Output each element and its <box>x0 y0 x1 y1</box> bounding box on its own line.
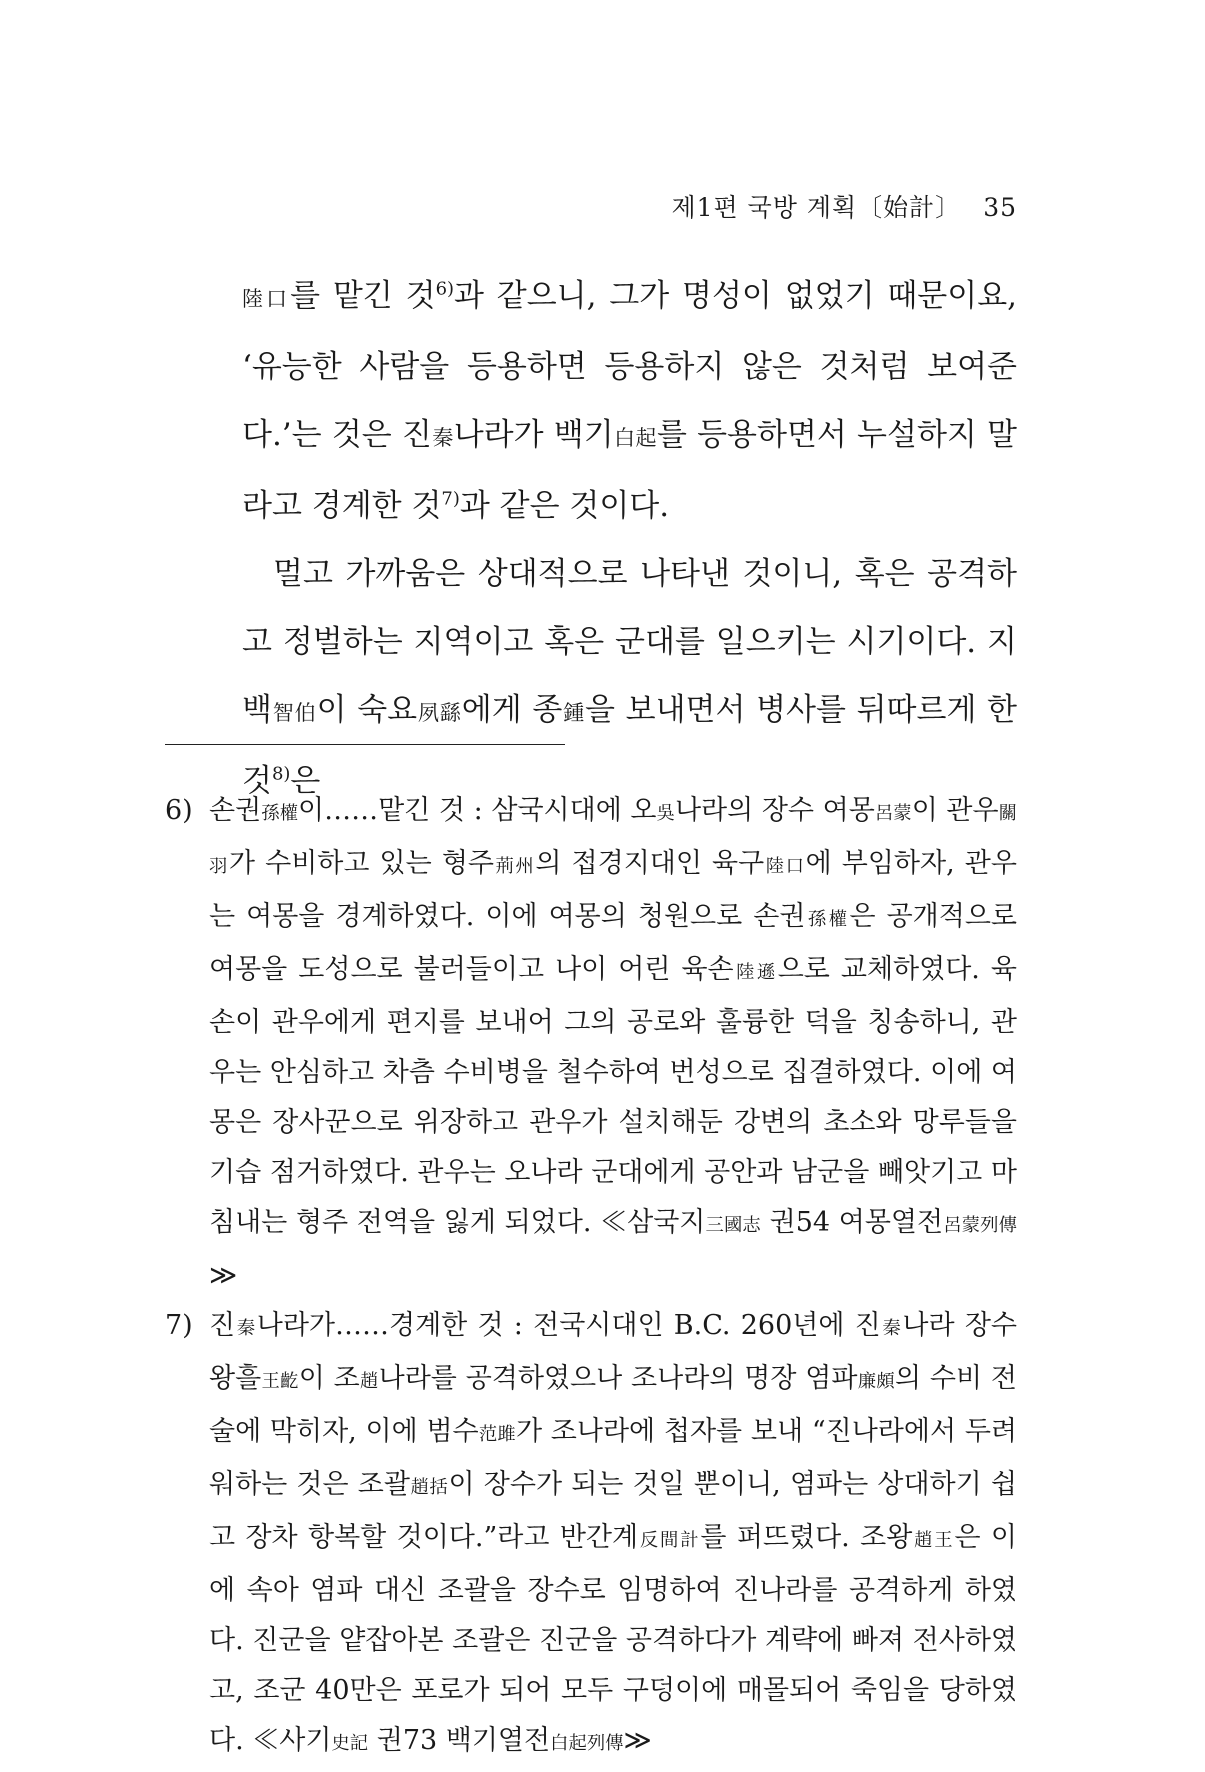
text-run: ≫ <box>209 1260 238 1291</box>
footnote-reference: 7) <box>441 488 460 510</box>
text-run: 의 수비 전술에 막히자, 이에 범수 <box>209 1363 1017 1447</box>
hanja-gloss: 趙 <box>359 1371 379 1392</box>
hanja-gloss: 秦 <box>235 1318 257 1339</box>
hanja-gloss: 鍾 <box>562 700 585 725</box>
paragraph <box>242 262 1017 540</box>
text-run: 과 같은 것이다. <box>459 488 670 524</box>
text-run: 은 <box>290 763 321 799</box>
hanja-gloss: 反間計 <box>638 1530 701 1551</box>
hanja-gloss: 陸口 <box>764 856 806 877</box>
text-run: 나라의 장수 여몽 <box>674 795 875 826</box>
footnote <box>165 1301 1017 1769</box>
page-number: 35 <box>983 193 1017 222</box>
text-run: 권54 여몽열전 <box>760 1207 944 1238</box>
text-run: 를 등용하면서 누설하지 말라고 경계한 것 <box>242 417 1018 524</box>
hanja-gloss: 關羽 <box>209 803 1017 877</box>
footnote-number: 6) <box>165 795 193 826</box>
text-run: 이 조 <box>298 1363 360 1394</box>
hanja-gloss: 王齕 <box>261 1371 299 1392</box>
text-run: ≫ <box>623 1725 652 1756</box>
hanja-gloss: 夙繇 <box>417 700 462 725</box>
hanja-gloss: 秦 <box>431 425 454 450</box>
text-run: 가 조나라에 첩자를 보내 “진나라에서 두려워하는 것은 조괄 <box>209 1416 1017 1500</box>
hanja-gloss: 孫權 <box>261 803 299 824</box>
text-run: 이 숙요 <box>316 692 418 728</box>
text-run: 과 같으니, 그가 명성이 없었기 때문이요, ‘유능한 사람을 등용하면 등용하지 않은 것처럼 보여준다.’는 것은 진 <box>242 278 1017 453</box>
text-run: 은 이에 속아 염파 대신 조괄을 장수로 임명하여 진나라를 공격하게 하였다. 진군을 얕잡아본 조괄은 진군을 공격하다가 계략에 빠져 전사하였고, 조군 40만은 포로가 되어 모두 구덩이에 매몰되어 죽임을 당하였다. ≪사기 <box>209 1522 1017 1756</box>
header-title: 제1편 국방 계획〔始計〕 <box>671 193 962 222</box>
hanja-gloss: 白起 <box>613 425 657 450</box>
footnotes <box>165 786 1017 1769</box>
text-run: 권73 백기열전 <box>368 1725 551 1756</box>
paragraph <box>242 540 1017 815</box>
text-run: 를 퍼뜨렸다. 조왕 <box>700 1522 913 1553</box>
hanja-gloss: 荊州 <box>494 856 536 877</box>
text-run: 손권 <box>209 795 262 826</box>
text-run: 나라 장수 왕흘 <box>209 1310 1017 1394</box>
text-run: 이……맡긴 것 : 삼국시대에 오 <box>298 795 657 826</box>
main-text <box>242 262 1017 815</box>
hanja-gloss: 范雎 <box>478 1424 516 1445</box>
text-run: 이 장수가 되는 것일 뿐이니, 염파는 상대하기 쉽고 장차 항복할 것이다.”라고 반간계 <box>209 1469 1017 1553</box>
text-run: 가 수비하고 있는 형주 <box>228 848 494 879</box>
text-run: 나라가 백기 <box>453 417 614 453</box>
hanja-gloss: 趙王 <box>912 1530 955 1551</box>
hanja-gloss: 三國志 <box>705 1215 761 1236</box>
text-run: 나라를 공격하였으나 조나라의 명장 염파 <box>378 1363 858 1394</box>
hanja-gloss: 陸口 <box>242 286 291 311</box>
hanja-gloss: 史記 <box>331 1733 369 1754</box>
hanja-gloss: 吳 <box>656 803 675 824</box>
hanja-gloss: 趙括 <box>409 1477 449 1498</box>
text-run: 의 접경지대인 육구 <box>535 848 765 879</box>
hanja-gloss: 白起列傳 <box>550 1733 624 1754</box>
hanja-gloss: 智伯 <box>271 700 317 725</box>
footnote-reference: 8) <box>271 763 291 785</box>
text-run: 나라가……경계한 것 : 전국시대인 B.C. 260년에 진 <box>256 1310 881 1341</box>
hanja-gloss: 呂蒙列傳 <box>943 1215 1017 1236</box>
footnote-text <box>209 1301 1017 1769</box>
running-header <box>671 188 1017 224</box>
hanja-gloss: 陸遜 <box>733 962 778 983</box>
text-run: 진 <box>209 1310 236 1341</box>
text-run: 에 부임하자, 관우는 여몽을 경계하였다. 이에 여몽의 청원으로 손권 <box>209 848 1017 932</box>
footnote-reference: 6) <box>435 278 455 300</box>
footnote-text <box>209 786 1017 1301</box>
hanja-gloss: 孫權 <box>805 909 850 930</box>
text-run: 를 맡긴 것 <box>290 278 436 314</box>
footnote <box>165 786 1017 1301</box>
text-run: 에게 종 <box>461 692 563 728</box>
footnote-separator <box>165 744 565 745</box>
hanja-gloss: 秦 <box>880 1318 903 1339</box>
footnote-number: 7) <box>165 1310 193 1341</box>
text-run: 멀고 가까움은 상대적으로 나타낸 것이니, 혹은 공격하고 정벌하는 지역이고 혹은 군대를 일으키는 시기이다. 지백 <box>242 556 1017 728</box>
text-run: 으로 교체하였다. 육손이 관우에게 편지를 보내어 그의 공로와 훌륭한 덕을 칭송하니, 관우는 안심하고 차츰 수비병을 철수하여 번성으로 집결하였다. 이에 여몽은 장사꾼으로 위장하고 관우가 설치해둔 강변의 초소와 망루들을 기습 점거하였다. 관우는 오나라 군대에게 공안과 남군을 빼앗기고 마침내는 형주 전역을 잃게 되었다. ≪삼국지 <box>209 954 1017 1238</box>
hanja-gloss: 廉頗 <box>857 1371 895 1392</box>
text-run: 을 보내면서 병사를 뒤따르게 한 것 <box>242 692 1018 799</box>
text-run: 이 관우 <box>911 795 999 826</box>
hanja-gloss: 呂蒙 <box>874 803 912 824</box>
text-run: 은 공개적으로 여몽을 도성으로 불러들이고 나이 어린 육손 <box>209 901 1017 985</box>
